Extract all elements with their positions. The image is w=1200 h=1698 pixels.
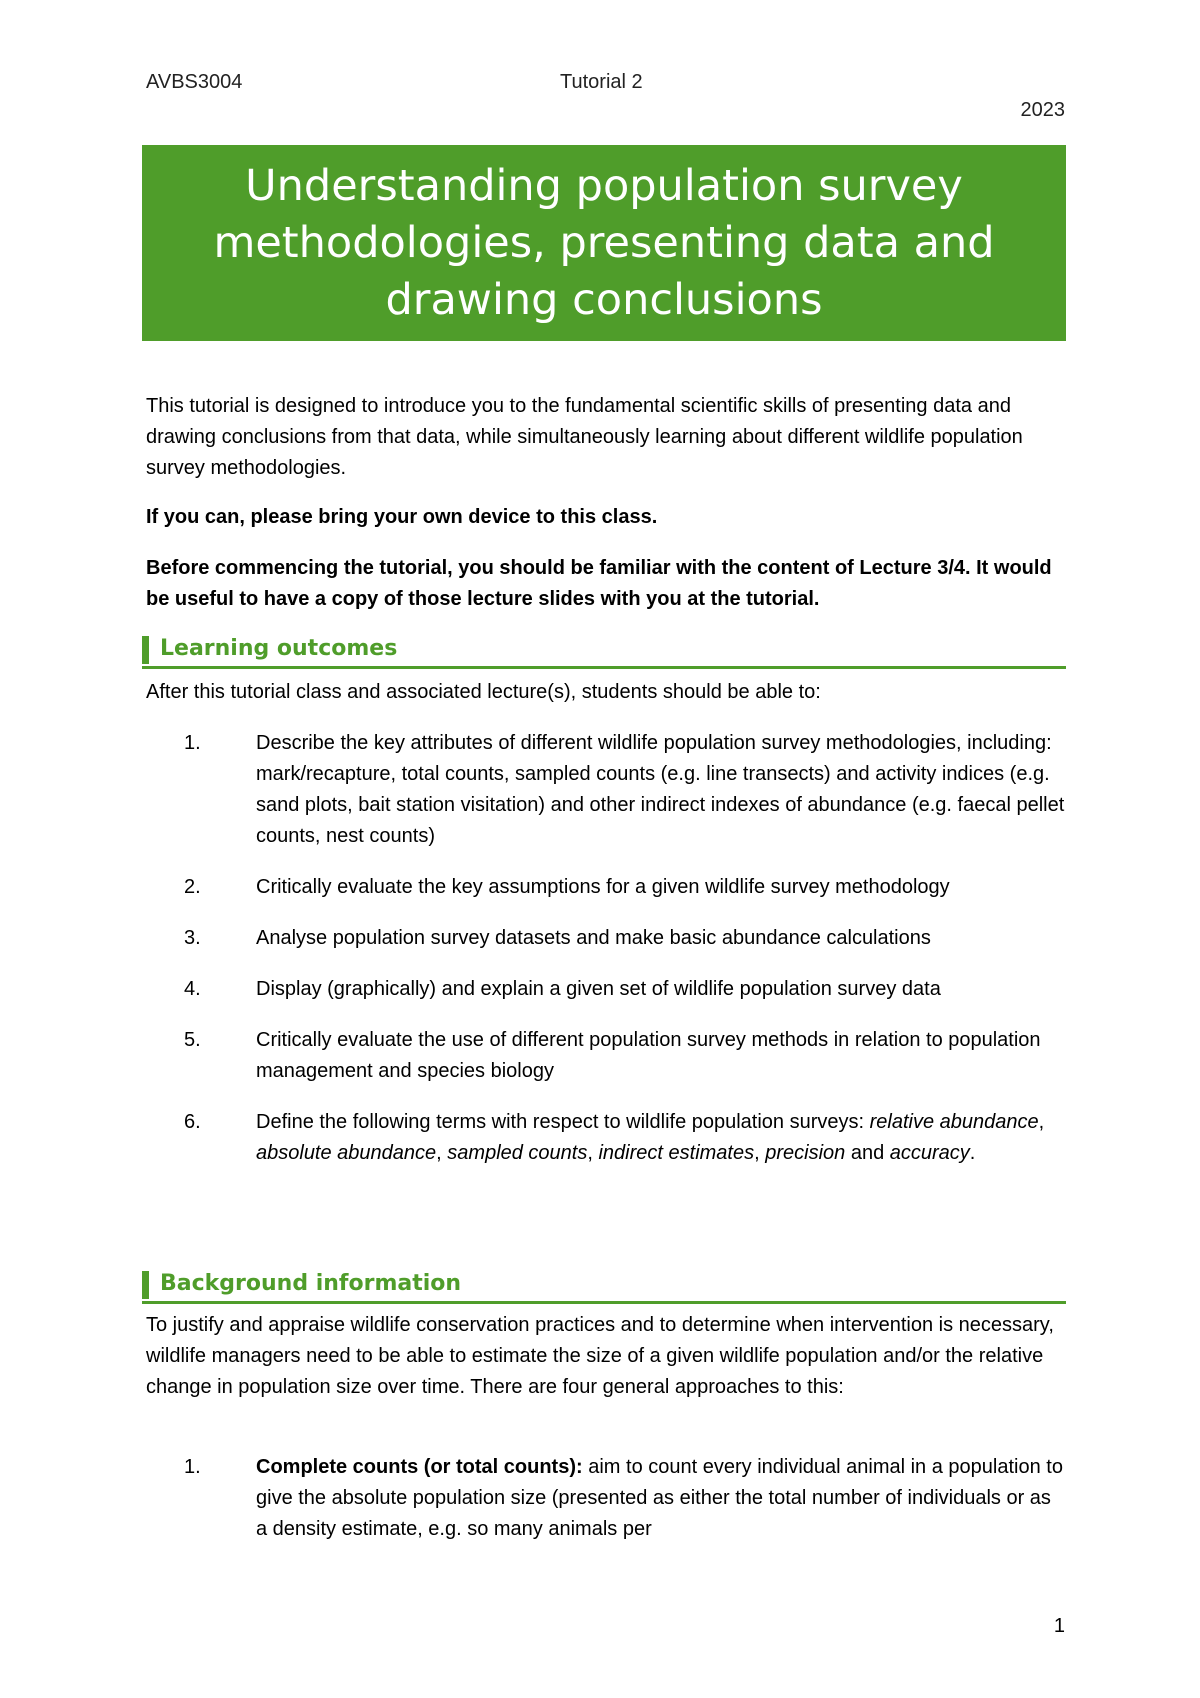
header-year: 2023 — [1020, 99, 1065, 121]
header-course-code: AVBS3004 — [146, 71, 243, 93]
section-heading-label: Background information — [160, 1271, 462, 1296]
learning-outcomes-list — [146, 728, 1066, 1189]
section-heading-label: Learning outcomes — [160, 636, 398, 661]
before-note: Before commencing the tutorial, you should be familiar with the content of Lecture 3/4. It would be useful to have a copy of those lecture slides with you at the tutorial. — [146, 557, 1052, 610]
list-item: 5. Critically evaluate the use of different population survey methods in relation to population management and species biology — [184, 1029, 1041, 1082]
header-tutorial: Tutorial 2 — [560, 71, 643, 93]
intro-paragraph: This tutorial is designed to introduce you to the fundamental scientific skills of presenting data and drawing conclusions from that data, while simultaneously learning about different wildlife population survey methodologies. — [146, 395, 1023, 479]
list-item: 6. Define the following terms with respect to wildlife population surveys: relative abundance, absolute abundance, sampled counts, indirect estimates, precision and accuracy. — [184, 1111, 1045, 1164]
list-item: 1. Describe the key attributes of different wildlife population survey methodologies, including: mark/recapture, total counts, sampled counts (e.g. line transects) and activity indices (e.g. sand plots, bait station visitation) and other indirect indexes of abundance (e.g. faecal pellet counts, nest counts) — [184, 732, 1065, 847]
background-intro: To justify and appraise wildlife conservation practices and to determine when intervention is necessary, wildlife managers need to be able to estimate the size of a given wildlife population and/or the relative change in population size over time. There are four general approaches to this: — [146, 1314, 1054, 1398]
device-note: If you can, please bring your own device to this class. — [146, 506, 658, 528]
section-accent-bar — [142, 1271, 149, 1299]
list-item: 3. Analyse population survey datasets and make basic abundance calculations — [184, 927, 931, 949]
section-heading-background — [142, 1269, 1066, 1304]
page-title: Understanding population survey methodologies, presenting data and drawing conclusions — [213, 160, 995, 325]
list-item: 1. Complete counts (or total counts): aim to count every individual animal in a population to give the absolute population size (presented as either the total number of individuals or as a density estimate, e.g. so many animals per — [184, 1456, 1063, 1540]
title-banner — [142, 145, 1066, 341]
list-item: 2. Critically evaluate the key assumptions for a given wildlife survey methodology — [184, 876, 950, 898]
page-number: 1 — [1053, 1615, 1065, 1637]
section-heading-learning-outcomes — [142, 634, 1066, 669]
approaches-list — [146, 1452, 1066, 1565]
section-accent-bar — [142, 636, 149, 664]
list-item: 4. Display (graphically) and explain a given set of wildlife population survey data — [184, 978, 941, 1000]
learning-outcomes-intro: After this tutorial class and associated lecture(s), students should be able to: — [146, 681, 821, 703]
